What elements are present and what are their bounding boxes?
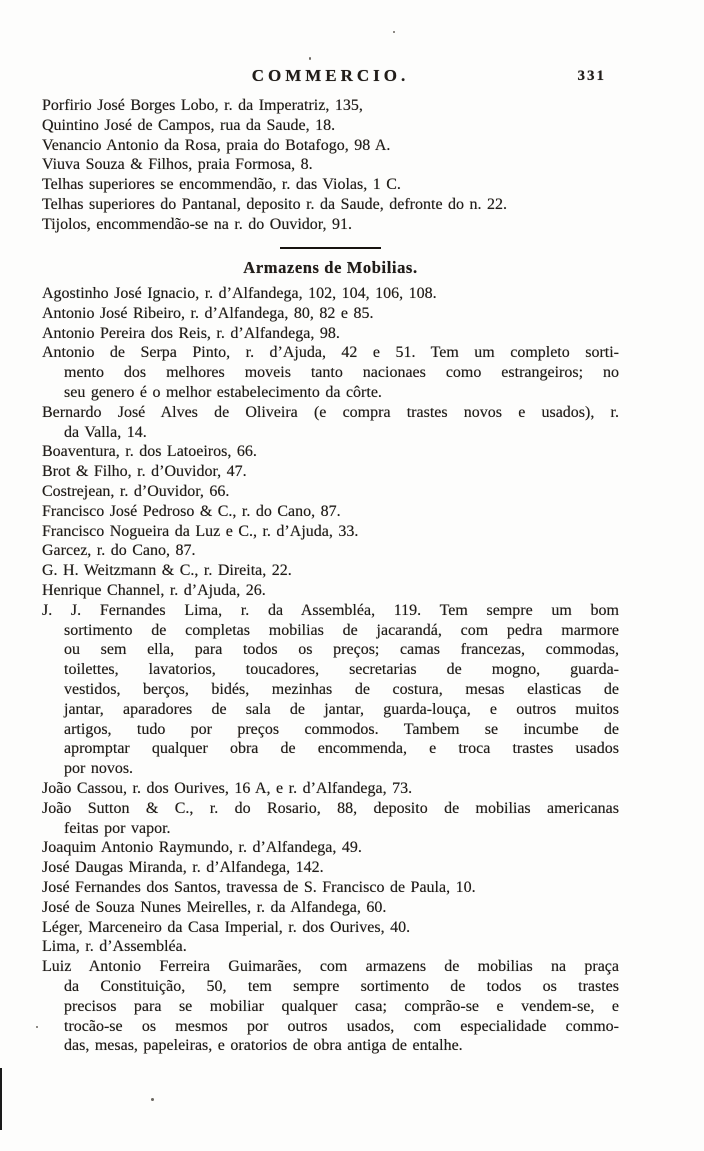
entry-line: Francisco Nogueira da Luz e C., r. d’Ajuda, 33. xyxy=(42,522,359,540)
entry-line: João Cassou, r. dos Ourives, 16 A, e r. d’Alfandega, 73. xyxy=(42,780,413,797)
directory-entry xyxy=(42,799,619,839)
entry-line: José Fernandes dos Santos, travessa de S. Francisco de Paula, 10. xyxy=(42,878,476,896)
entry-line: da Valla, 14. xyxy=(64,423,147,441)
directory-entry xyxy=(42,403,619,443)
directory-entry xyxy=(42,601,619,779)
directory-entry xyxy=(42,858,619,878)
directory-entry xyxy=(42,779,619,799)
entry-line: Antonio de Serpa Pinto, r. d’Ajuda, 42 e 51. Tem um completo sorti- xyxy=(42,344,619,362)
entry-line: por novos. xyxy=(64,760,134,778)
directory-entry xyxy=(42,838,619,858)
entry-line: trocão-se os mesmos por outros usados, com especialidade commo- xyxy=(64,1017,619,1035)
scan-speck xyxy=(36,1026,38,1028)
entry-line: da Constituição, 50, tem sempre sortimento de todos os trastes xyxy=(64,977,619,995)
directory-entry xyxy=(42,522,619,542)
entry-line: Bernardo José Alves de Oliveira (e compra trastes novos e usados), r. xyxy=(42,403,619,421)
entry-line: ou sem ella, para todos os preços; camas francezas, commodas, xyxy=(64,641,619,659)
entry-line: Francisco José Pedroso & C., r. do Cano, 87. xyxy=(42,502,341,520)
section-entries-list xyxy=(42,284,619,1056)
directory-entry xyxy=(42,284,619,304)
entry-line: mento dos melhores moveis tanto nacionaes como estrangeiros; no xyxy=(64,364,619,382)
directory-entry xyxy=(42,502,619,522)
section-heading: Armazens de Mobilias. xyxy=(243,258,418,278)
entry-line: João Sutton & C., r. do Rosario, 88, deposito de mobilias americanas xyxy=(42,799,619,817)
entry-line: José Daugas Miranda, r. d’Alfandega, 142. xyxy=(42,859,324,877)
entry-line: Luiz Antonio Ferreira Guimarães, com armazens de mobilias na praça xyxy=(42,958,619,976)
entry-line: José de Souza Nunes Meirelles, r. da Alfandega, 60. xyxy=(42,898,387,916)
directory-entry xyxy=(42,561,619,581)
directory-entry xyxy=(42,195,619,215)
entry-line: toilettes, lavatorios, toucadores, secretarias de mogno, guarda- xyxy=(64,661,619,679)
entry-line: J. J. Fernandes Lima, r. da Assembléa, 119. Tem sempre um bom xyxy=(42,601,619,619)
directory-entry xyxy=(42,96,619,116)
entry-line: Lima, r. d’Assembléa. xyxy=(42,938,187,956)
entry-line: Boaventura, r. dos Latoeiros, 66. xyxy=(42,443,257,461)
directory-entry xyxy=(42,136,619,156)
entry-line: Agostinho José Ignacio, r. d’Alfandega, 102, 104, 106, 108. xyxy=(42,285,437,303)
directory-entry xyxy=(42,304,619,324)
entry-line: vestidos, berços, bidés, mezinhas de costura, mesas elasticas de xyxy=(64,681,619,699)
section-divider xyxy=(280,247,381,250)
entry-line: feitas por vapor. xyxy=(64,819,171,837)
directory-entry xyxy=(42,937,619,957)
directory-entry xyxy=(42,155,619,175)
entry-line: Garcez, r. do Cano, 87. xyxy=(42,542,196,560)
scan-speck xyxy=(151,1098,154,1101)
directory-entry xyxy=(42,541,619,561)
directory-entry xyxy=(42,175,619,195)
directory-entry xyxy=(42,581,619,601)
entry-line: G. H. Weitzmann & C., r. Direita, 22. xyxy=(42,562,292,580)
directory-entry xyxy=(42,957,619,1056)
scan-speck xyxy=(309,57,311,60)
entry-line: Telhas superiores se encommendão, r. das Violas, 1 C. xyxy=(42,176,401,194)
entry-line: apromptar qualquer obra de encommenda, e troca trastes usados xyxy=(64,740,619,758)
directory-entry xyxy=(42,116,619,136)
entry-line: jantar, aparadores de sala de jantar, guarda-louça, e outros muitos xyxy=(64,700,619,718)
entry-line: das, mesas, papeleiras, e oratorios de obra antiga de entalhe. xyxy=(64,1037,463,1055)
entry-line: Tijolos, encommendão-se na r. do Ouvidor, 91. xyxy=(42,215,352,233)
directory-entry xyxy=(42,442,619,462)
scan-artifact-edge-line xyxy=(0,1068,2,1130)
entry-line: seu genero é o melhor estabelecimento da côrte. xyxy=(64,384,382,402)
page-number: 331 xyxy=(577,68,606,84)
entry-line: Antonio Pereira dos Reis, r. d’Alfandega, 98. xyxy=(42,324,340,342)
entry-line: Léger, Marceneiro da Casa Imperial, r. dos Ourives, 40. xyxy=(42,918,411,936)
intro-entries-list xyxy=(42,96,619,235)
directory-entry xyxy=(42,482,619,502)
text-block xyxy=(42,66,619,1056)
entry-line: Telhas superiores do Pantanal, deposito r. da Saude, defronte do n. 22. xyxy=(42,195,508,213)
entry-line: artigos, tudo por preços commodos. Tambem se incumbe de xyxy=(64,720,619,738)
entry-line: Costrejean, r. d’Ouvidor, 66. xyxy=(42,483,230,501)
entry-line: precisos para se mobiliar qualquer casa; comprão-se e vendem-se, e xyxy=(64,997,619,1015)
running-header-title: COMMERCIO. xyxy=(251,66,410,85)
directory-entry xyxy=(42,462,619,482)
directory-entry xyxy=(42,324,619,344)
entry-line: Quintino José de Campos, rua da Saude, 18. xyxy=(42,116,336,134)
page-header xyxy=(42,66,619,86)
directory-entry xyxy=(42,918,619,938)
entry-line: Henrique Channel, r. d’Ajuda, 26. xyxy=(42,582,266,600)
entry-line: Joaquim Antonio Raymundo, r. d’Alfandega, 49. xyxy=(42,839,362,857)
scan-speck xyxy=(393,31,395,33)
entry-line: Venancio Antonio da Rosa, praia do Botafogo, 98 A. xyxy=(42,136,391,154)
entry-line: Porfirio José Borges Lobo, r. da Imperatriz, 135, xyxy=(42,97,363,114)
directory-entry xyxy=(42,898,619,918)
directory-entry xyxy=(42,343,619,402)
directory-entry xyxy=(42,878,619,898)
entry-line: sortimento de completas mobilias de jacarandá, com pedra marmore xyxy=(64,621,619,639)
entry-line: Antonio José Ribeiro, r. d’Alfandega, 80, 82 e 85. xyxy=(42,304,374,322)
directory-entry xyxy=(42,215,619,235)
entry-line: Brot & Filho, r. d’Ouvidor, 47. xyxy=(42,463,247,481)
entry-line: Viuva Souza & Filhos, praia Formosa, 8. xyxy=(42,156,313,174)
